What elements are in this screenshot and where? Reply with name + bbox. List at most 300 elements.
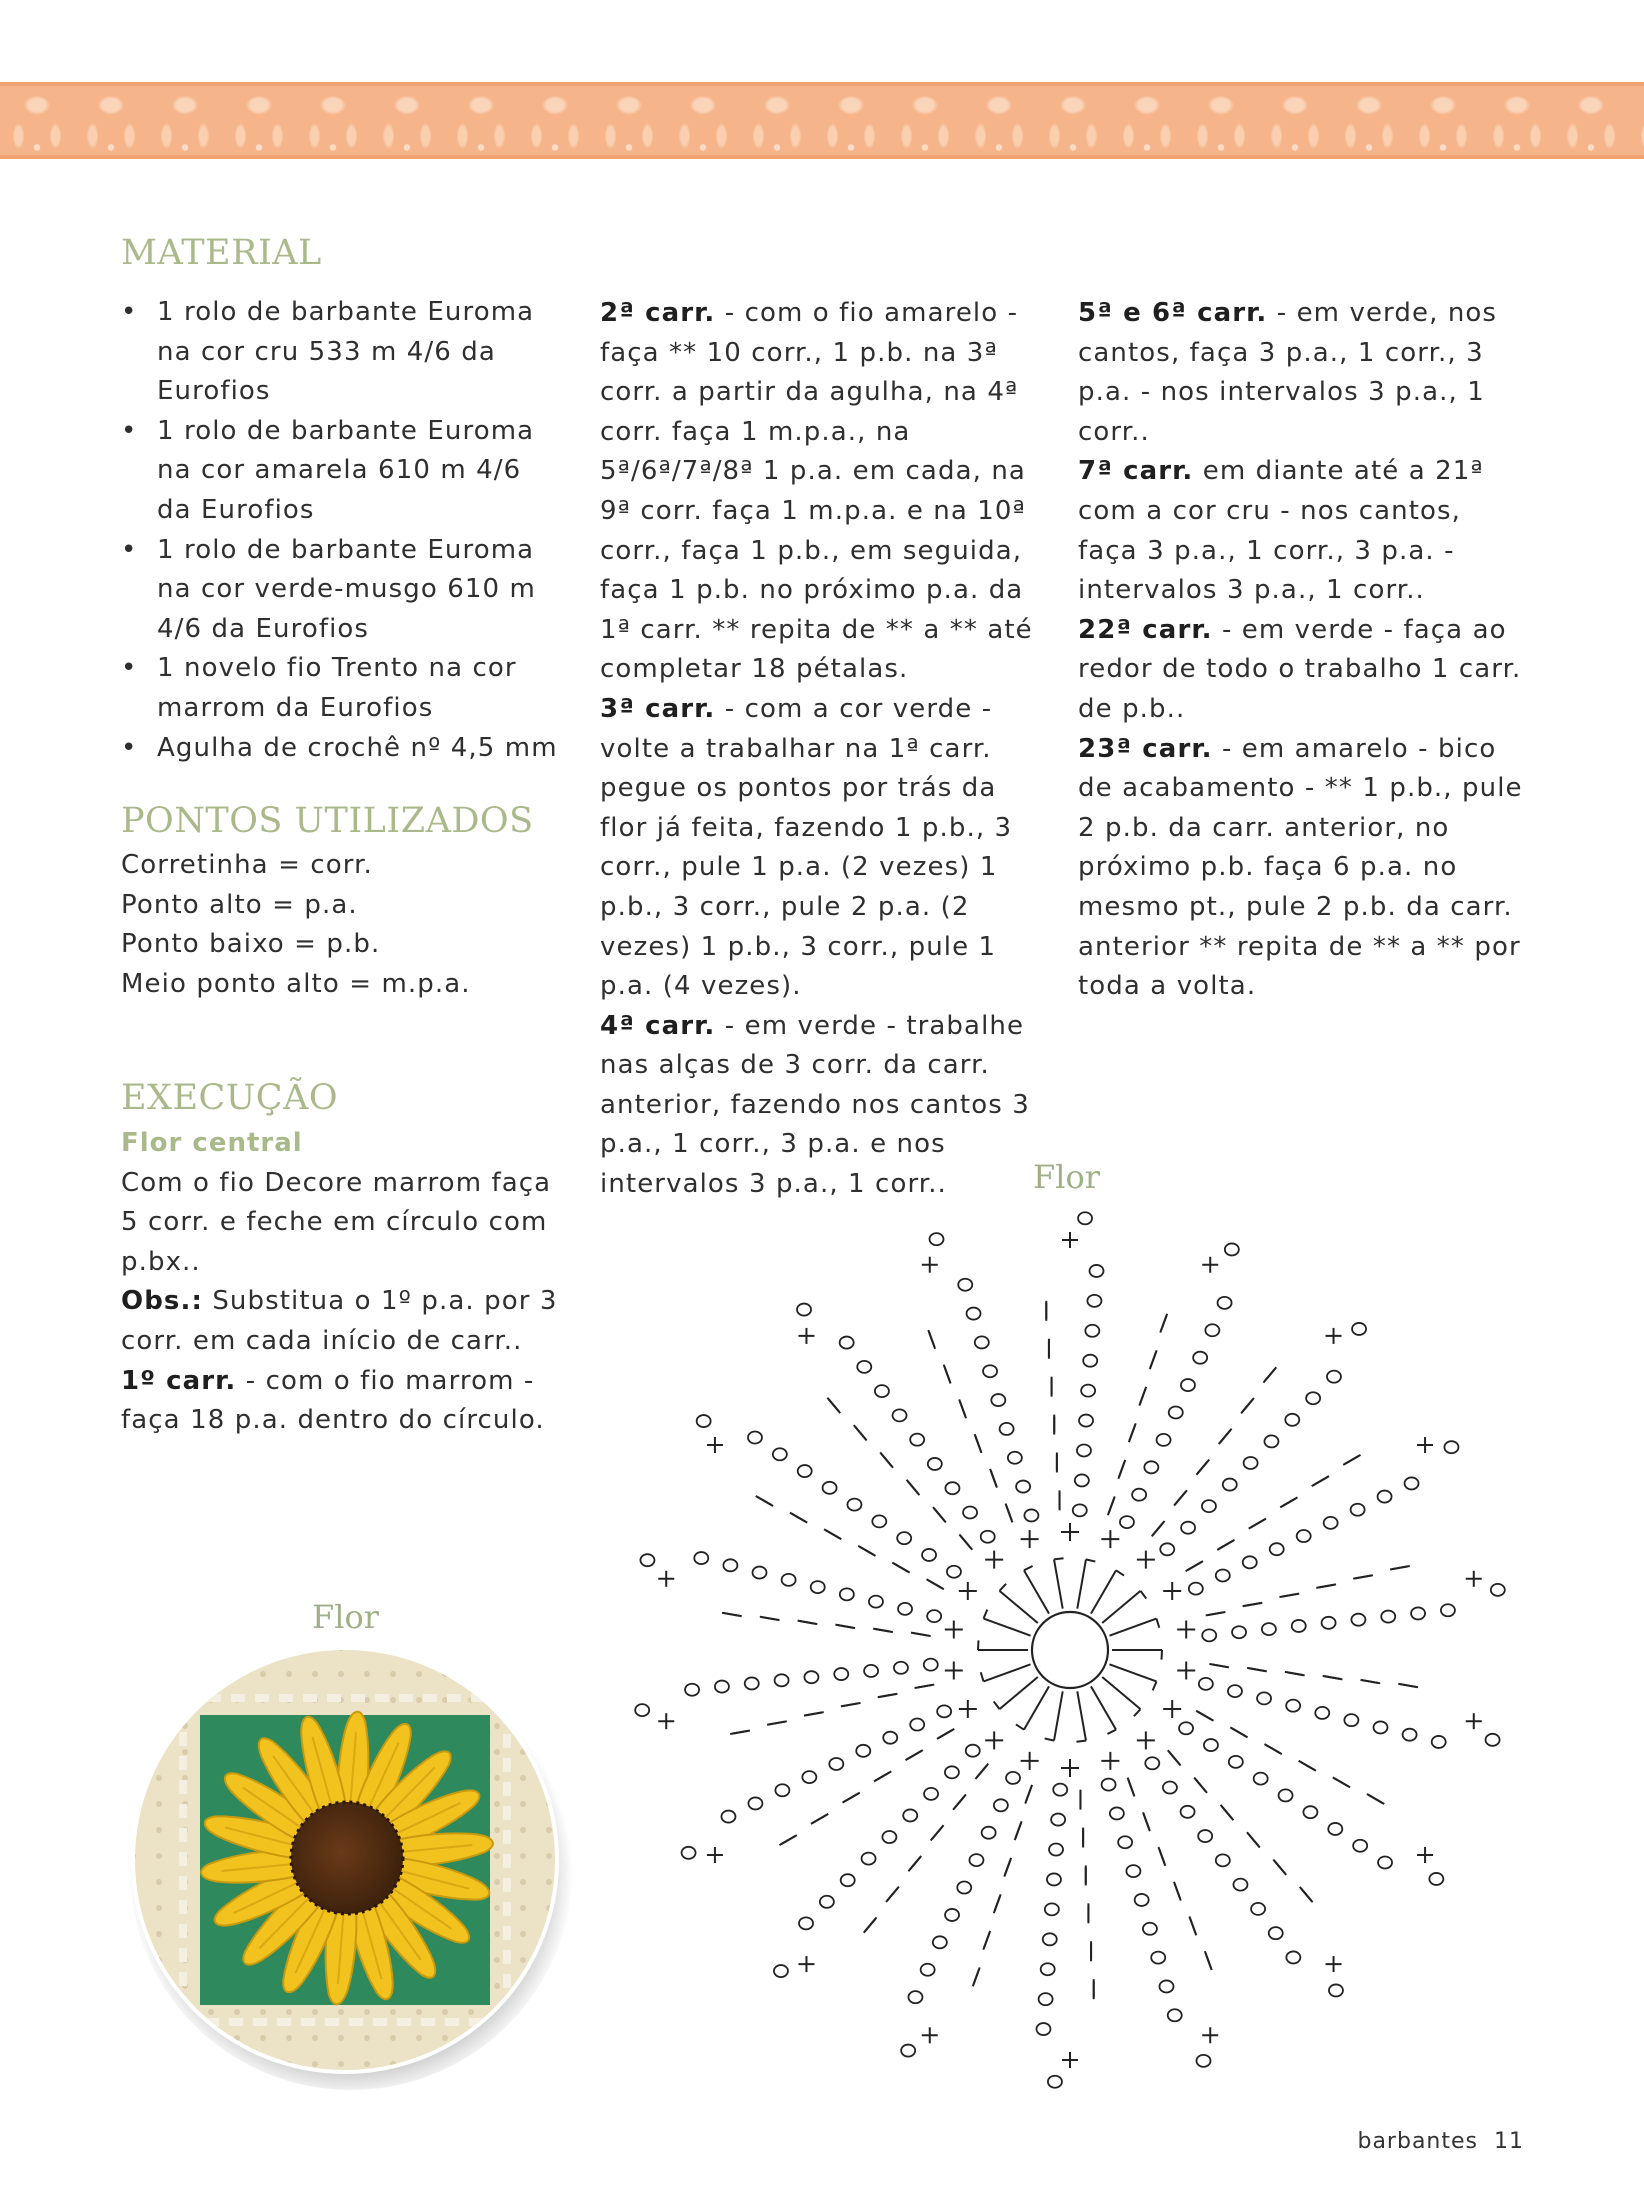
yarn-dot (156, 2009, 162, 2015)
chain-symbol (774, 1965, 788, 1977)
yarn-dot (390, 2087, 396, 2090)
chain-symbol (897, 1532, 911, 1544)
yarn-dot (494, 1723, 500, 1729)
chain-symbol (1216, 1854, 1230, 1866)
petal-stitch (1128, 1778, 1135, 1797)
dc-top (984, 1610, 988, 1619)
yarn-dot (130, 1671, 136, 1677)
chain-symbol (1432, 1736, 1446, 1748)
chain-symbol (1286, 1951, 1300, 1963)
petal-stitch (1323, 1676, 1343, 1679)
yarn-dot (546, 2009, 552, 2015)
chain-symbol (963, 1506, 977, 1518)
yarn-dot (572, 1801, 575, 1807)
chain-symbol (1286, 1700, 1300, 1712)
chain-symbol (1143, 1923, 1157, 1935)
chain-symbol (1160, 1543, 1174, 1555)
round-22-label: 22ª carr. (1078, 614, 1213, 645)
chain-symbol (1135, 1894, 1149, 1906)
petal-stitch (1118, 1460, 1125, 1479)
yarn-dot (156, 2061, 162, 2067)
yarn-dot (572, 1723, 575, 1729)
yarn-dot (572, 1671, 575, 1677)
petal-stitch (1129, 1423, 1136, 1442)
chain-symbol (811, 1581, 825, 1593)
chain-symbol (903, 1809, 917, 1821)
petal-stitch (864, 1917, 877, 1932)
diagram-petals (635, 1212, 1505, 2087)
dc-symbol (1102, 1591, 1140, 1623)
chain-symbol (685, 1684, 699, 1696)
yarn-dot (338, 2035, 344, 2041)
yarn-dot (494, 2061, 500, 2067)
chain-symbol (1225, 1243, 1239, 1255)
round-2-label: 2ª carr. (600, 298, 716, 328)
dc-symbol (1091, 1686, 1116, 1729)
petal-stitch (1189, 1916, 1196, 1935)
yarn-dot (520, 1827, 526, 1833)
chain-symbol (753, 1567, 767, 1579)
petal-stitch (1139, 1387, 1146, 1406)
yarn-dot (260, 2035, 266, 2041)
yarn-dot (312, 2061, 318, 2067)
yarn-dot (260, 2009, 266, 2015)
petal-stitch (973, 1967, 980, 1986)
petal-stitch (905, 1750, 922, 1760)
chain-symbol (748, 1432, 762, 1444)
petal-stitch (975, 1764, 988, 1779)
petal-stitch (953, 1794, 966, 1809)
petal-stitch (937, 1729, 954, 1739)
yarn-dot (572, 1905, 575, 1911)
chain-symbol (1279, 1789, 1293, 1801)
yarn-dot (520, 1775, 526, 1781)
yarn-dot (416, 2035, 422, 2041)
chain-symbol (829, 1758, 843, 1770)
petal-stitch (1160, 1314, 1167, 1333)
chain-symbol (1006, 1772, 1020, 1784)
chain-symbol (927, 1610, 941, 1622)
yarn-dot (468, 1671, 474, 1677)
dc-top (1016, 1724, 1024, 1729)
chain-symbol (1047, 1873, 1061, 1885)
chain-symbol (924, 1659, 938, 1671)
chain-symbol (1403, 1729, 1417, 1741)
yarn-dot (572, 2035, 575, 2041)
chain-symbol (840, 1588, 854, 1600)
material-list-wrap (121, 293, 561, 768)
material-item: • Agulha de crochê nº 4,5 mm (121, 729, 561, 769)
dc-symbol (1091, 1570, 1116, 1613)
petal-stitch (1221, 1805, 1234, 1820)
chain-symbol (1262, 1623, 1276, 1635)
yarn-dot (494, 1827, 500, 1833)
yarn-dot (208, 1671, 214, 1677)
chain-symbol (1257, 1692, 1271, 1704)
chain-symbol (1181, 1379, 1195, 1391)
yarn-dot (338, 2061, 344, 2067)
petal-stitch (1299, 1761, 1316, 1771)
dc-top (1000, 1584, 1007, 1591)
chain-symbol (1196, 2055, 1210, 2067)
petal-stitch (1333, 1777, 1350, 1787)
round-2-text: - com o fio amarelo - faça ** 10 corr., 1 p.b. na 3ª corr. a partir da agulha, na 4ª corr. faça 1 m.p.a., na 5ª/6ª/7ª/8ª 1 p.a. em cada, na 9ª corr. faça 1 m.p.a. e na 10ª corr., faça 1 p.b., em seguida, faça 1 p.b. no próximo p.a. da 1ª carr. ** repita de ** a ** até completar 18 pétalas. (600, 298, 1033, 685)
round-4-text: - em verde - trabalhe nas alças de 3 corr. da carr. anterior, fazendo nos cantos 3 p.a., 1 corr., 3 p.a. e nos intervalos 3 p.a., 1 corr.. (600, 1010, 1030, 1200)
petal-stitch (1247, 1668, 1267, 1671)
petal-stitch (1273, 1860, 1286, 1875)
petal-stitch (842, 1793, 859, 1803)
execucao-intro: Com o fio Decore marrom faça 5 corr. e feche em círculo com p.bx.. (121, 1167, 552, 1277)
yarn-dot (130, 1801, 136, 1807)
pontos-heading: PONTOS UTILIZADOS (121, 801, 534, 841)
chain-symbol (1016, 1481, 1030, 1493)
chain-symbol (1351, 1504, 1365, 1516)
round-7-label: 7ª carr. (1078, 456, 1194, 487)
yarn-dot (572, 1645, 575, 1651)
petal-stitch (824, 1529, 841, 1539)
yarn-dot (156, 1853, 162, 1859)
chain-symbol (1373, 1721, 1387, 1733)
yarn-dot (442, 2087, 448, 2090)
yarn-dot (520, 1931, 526, 1937)
chain-symbol (945, 1909, 959, 1921)
chain-symbol (991, 1394, 1005, 1406)
chain-symbol (1145, 1757, 1159, 1769)
yarn-dot (520, 1879, 526, 1885)
chain-symbol (1198, 1830, 1212, 1842)
chain-symbol (893, 1409, 907, 1421)
chain-symbol (1223, 1479, 1237, 1491)
diagram-caption: Flor (1033, 1158, 1100, 1196)
chain-symbol (820, 1896, 834, 1908)
chain-symbol (1081, 1385, 1095, 1397)
chain-symbol (1083, 1355, 1097, 1367)
petal-stitch (1174, 1882, 1181, 1901)
yarn-dot (546, 1827, 552, 1833)
yarn-dot (572, 2087, 575, 2090)
yarn-dot (494, 1879, 500, 1885)
chain-symbol (1381, 1611, 1395, 1623)
round-5-6-label: 5ª e 6ª carr. (1078, 298, 1268, 328)
petal-stitch (835, 1625, 855, 1628)
yarn-dot (416, 1645, 422, 1651)
yarn-dot (130, 2087, 136, 2090)
chain-symbol (1077, 1444, 1091, 1456)
petal-stitch (1241, 1398, 1254, 1413)
yarn-dot (234, 2087, 240, 2090)
yarn-dot (156, 1645, 162, 1651)
chain-symbol (1251, 1903, 1265, 1915)
chain-symbol (1228, 1685, 1242, 1697)
chain-symbol (945, 1766, 959, 1778)
chain-symbol (981, 1531, 995, 1543)
chain-symbol (1181, 1806, 1195, 1818)
execucao-col1 (121, 1124, 571, 1441)
chain-symbol (883, 1732, 897, 1744)
obs-label: Obs.: (121, 1286, 203, 1317)
chain-symbol (715, 1681, 729, 1693)
yarn-dot (520, 1905, 526, 1911)
yarn-dot (182, 1645, 188, 1651)
dc-top (981, 1672, 984, 1681)
yarn-dot (546, 1879, 552, 1885)
yarn-dot (494, 1775, 500, 1781)
petal-stitch (1168, 1750, 1181, 1765)
dc-symbol (1054, 1559, 1063, 1608)
yarn-dot (156, 1905, 162, 1911)
yarn-dot (130, 1749, 136, 1755)
obs-text: Substitua o 1º p.a. por 3 corr. em cada início de carr.. (121, 1286, 558, 1356)
chain-symbol (875, 1385, 889, 1397)
yarn-dot (390, 2009, 396, 2015)
execucao-col2 (600, 294, 1045, 1205)
chain-symbol (856, 1745, 870, 1757)
yarn-dot (494, 1931, 500, 1937)
chain-symbol (1045, 1903, 1059, 1915)
chain-symbol (847, 1499, 861, 1511)
yarn-dot (572, 1775, 575, 1781)
yarn-dot (156, 1801, 162, 1807)
yarn-dot (520, 1853, 526, 1859)
yarn-dot (546, 2087, 552, 2090)
yarn-dot (572, 1749, 575, 1755)
yarn-dot (182, 1697, 188, 1703)
dc-symbol (984, 1664, 1031, 1681)
chain-symbol (1205, 1324, 1219, 1336)
petal-stitch (874, 1771, 891, 1781)
chain-symbol (1216, 1569, 1230, 1581)
yarn-dot (520, 2035, 526, 2041)
yarn-dot (494, 2087, 500, 2090)
chain-symbol (1441, 1604, 1455, 1616)
petal-stitch (1152, 1521, 1165, 1536)
chain-symbol (1229, 1756, 1243, 1768)
chain-symbol (1049, 1844, 1063, 1856)
chain-symbol (910, 1719, 924, 1731)
yarn-dot (312, 2087, 318, 2090)
chain-symbol (1486, 1734, 1500, 1746)
dc-top (1107, 1730, 1116, 1734)
petal-stitch (927, 1579, 944, 1589)
chain-symbol (864, 1665, 878, 1677)
chain-symbol (1292, 1620, 1306, 1632)
chain-symbol (1090, 1265, 1104, 1277)
yarn-dot (182, 1671, 188, 1677)
yarn-dot (572, 1983, 575, 1989)
ponto-item: Ponto baixo = p.b. (121, 929, 381, 960)
petal-stitch (928, 1330, 935, 1349)
round-1-label: 1º carr. (121, 1365, 237, 1396)
petal-stitch (1209, 1664, 1229, 1667)
chain-symbol (1270, 1543, 1284, 1555)
yarn-dot (390, 1671, 396, 1677)
yarn-dot (390, 1697, 396, 1703)
yarn-dot (572, 1827, 575, 1833)
chain-symbol (1157, 1434, 1171, 1446)
yarn-dot (156, 1697, 162, 1703)
chain-symbol (1199, 1678, 1213, 1690)
round-3-text: - com a cor verde - volte a trabalhar na 1ª carr. pegue os pontos por trás da flor já feita, fazendo 1 p.b., 3 corr., pule 1 p.a. (2 vezes) 1 p.b., 3 corr., pule 2 p.a. (2 vezes) 1 p.b., 3 corr., pule 1 p.a. (4 vezes). (600, 693, 1013, 1002)
chain-symbol (1144, 1461, 1158, 1473)
yarn-dot (546, 1645, 552, 1651)
chain-symbol (1269, 1927, 1283, 1939)
yarn-dot (234, 1645, 240, 1651)
yarn-dot (234, 2061, 240, 2067)
chain-symbol (975, 1336, 989, 1348)
chain-symbol (1008, 1452, 1022, 1464)
dc-top (994, 1701, 1000, 1709)
petal-stitch (798, 1621, 818, 1624)
dc-symbol (1077, 1691, 1086, 1740)
yarn-dot (182, 2035, 188, 2041)
round-7 (1078, 452, 1528, 610)
yarn-dot (494, 1671, 500, 1677)
chain-symbol (1303, 1806, 1317, 1818)
petal-stitch (1006, 1504, 1013, 1523)
chain-symbol (775, 1784, 789, 1796)
yarn-dot (182, 2087, 188, 2090)
flor-central-subheading: Flor central (121, 1128, 303, 1158)
yarn-dot (338, 1671, 344, 1677)
yarn-dot (182, 1749, 188, 1755)
photo-caption: Flor (312, 1598, 379, 1636)
chain-symbol (930, 1233, 944, 1245)
chain-symbol (1218, 1297, 1232, 1309)
chain-symbol (908, 1991, 922, 2003)
chain-symbol (721, 1811, 735, 1823)
petal-stitch (1015, 1821, 1022, 1840)
petal-stitch (1360, 1680, 1380, 1683)
petal-stitch (1285, 1672, 1305, 1675)
yarn-dot (182, 2061, 188, 2067)
chain-symbol (1102, 1779, 1116, 1791)
yarn-dot (260, 2087, 266, 2090)
chain-symbol (1179, 1722, 1193, 1734)
chain-symbol (894, 1662, 908, 1674)
chain-symbol (1079, 1415, 1093, 1427)
dc-top (1024, 1566, 1033, 1570)
yarn-dot (494, 1957, 500, 1963)
yarn-dot (364, 2061, 370, 2067)
petal-stitch (959, 1534, 972, 1549)
yarn-dot (546, 2035, 552, 2041)
chain-symbol (682, 1847, 696, 1859)
dc-symbol (984, 1619, 1031, 1636)
dc-top (1134, 1709, 1141, 1716)
round-3 (600, 690, 1045, 1007)
petal-stitch (1205, 1951, 1212, 1970)
chain-symbol (1043, 1933, 1057, 1945)
yarn-dot (520, 1671, 526, 1677)
chain-symbol (1189, 1583, 1203, 1595)
yarn-dot (442, 2035, 448, 2041)
yarn-dot (546, 1697, 552, 1703)
dc-top (1054, 1558, 1064, 1559)
yarn-dot (130, 2035, 136, 2041)
chain-symbol (1051, 1814, 1065, 1826)
yarn-dot (286, 2009, 292, 2015)
yarn-dot (156, 1879, 162, 1885)
yarn-dot (130, 2009, 136, 2015)
yarn-dot (130, 1775, 136, 1781)
petal-stitch (1312, 1476, 1329, 1486)
chain-symbol (928, 1458, 942, 1470)
chain-symbol (1110, 1807, 1124, 1819)
yarn-dot (234, 2009, 240, 2015)
dc-symbol (1109, 1664, 1156, 1681)
execucao-col3 (1078, 294, 1528, 1007)
chain-symbol (862, 1853, 876, 1865)
petal-stitch (1150, 1350, 1157, 1369)
yarn-dot (494, 1749, 500, 1755)
petal-stitch (827, 1398, 840, 1413)
material-item: • 1 rolo de barbante Euroma na cor verde-musgo 610 m 4/6 da Eurofios (121, 531, 561, 650)
chain-symbol (1085, 1325, 1099, 1337)
yarn-dot (156, 1931, 162, 1937)
chain-symbol (1202, 1500, 1216, 1512)
chain-symbol (982, 1827, 996, 1839)
chain-symbol (1297, 1530, 1311, 1542)
chain-symbol (1126, 1865, 1140, 1877)
petal-stitch (779, 1835, 796, 1845)
chain-symbol (898, 1603, 912, 1615)
chain-symbol (882, 1831, 896, 1843)
petal-stitch (1300, 1887, 1313, 1902)
yarn-dot (390, 2035, 396, 2041)
chain-symbol (857, 1361, 871, 1373)
petal-stitch (1108, 1496, 1115, 1515)
round-22-text: - em verde - faça ao redor de todo o trabalho 1 carr. de p.b.. (1078, 614, 1522, 724)
yarn-dot (260, 1645, 266, 1651)
chain-symbol (924, 1788, 938, 1800)
petal-stitch (1264, 1744, 1281, 1754)
petal-stitch (944, 1365, 951, 1384)
dc-top (978, 1640, 979, 1650)
yarn-dot (156, 1775, 162, 1781)
yarn-dot (130, 1645, 136, 1651)
yarn-dot (156, 2087, 162, 2090)
chain-symbol (804, 1671, 818, 1683)
chain-symbol (1232, 1626, 1246, 1638)
page-number: 11 (1494, 2129, 1524, 2154)
chain-symbol (1351, 1614, 1365, 1626)
yarn-dot (286, 1645, 292, 1651)
material-heading: MATERIAL (121, 233, 322, 273)
yarn-dot (520, 1697, 526, 1703)
petal-stitch (854, 1425, 867, 1440)
chain-symbol (872, 1515, 886, 1527)
yarn-dot (546, 1983, 552, 1989)
petal-stitch (1263, 1367, 1276, 1382)
petal-stitch (1159, 1847, 1166, 1866)
yarn-dot (546, 1723, 552, 1729)
chain-symbol (1353, 1840, 1367, 1852)
petal-stitch (1217, 1540, 1234, 1550)
yarn-dot (286, 1671, 292, 1677)
material-item: • 1 rolo de barbante Euroma na cor cru 533 m 4/6 da Eurofios (121, 293, 561, 412)
petal-stitch (1367, 1794, 1384, 1804)
diagram-inner-round (945, 1523, 1195, 1777)
dc-symbol (1024, 1570, 1049, 1613)
petal-stitch (880, 1452, 893, 1467)
yarn-dot (442, 2009, 448, 2015)
yarn-dot (416, 2087, 422, 2090)
petal-stitch (994, 1894, 1001, 1913)
chain-symbol (1073, 1504, 1087, 1516)
chain-symbol (823, 1482, 837, 1494)
chain-symbol (1344, 1714, 1358, 1726)
petal-stitch (1196, 1460, 1209, 1475)
